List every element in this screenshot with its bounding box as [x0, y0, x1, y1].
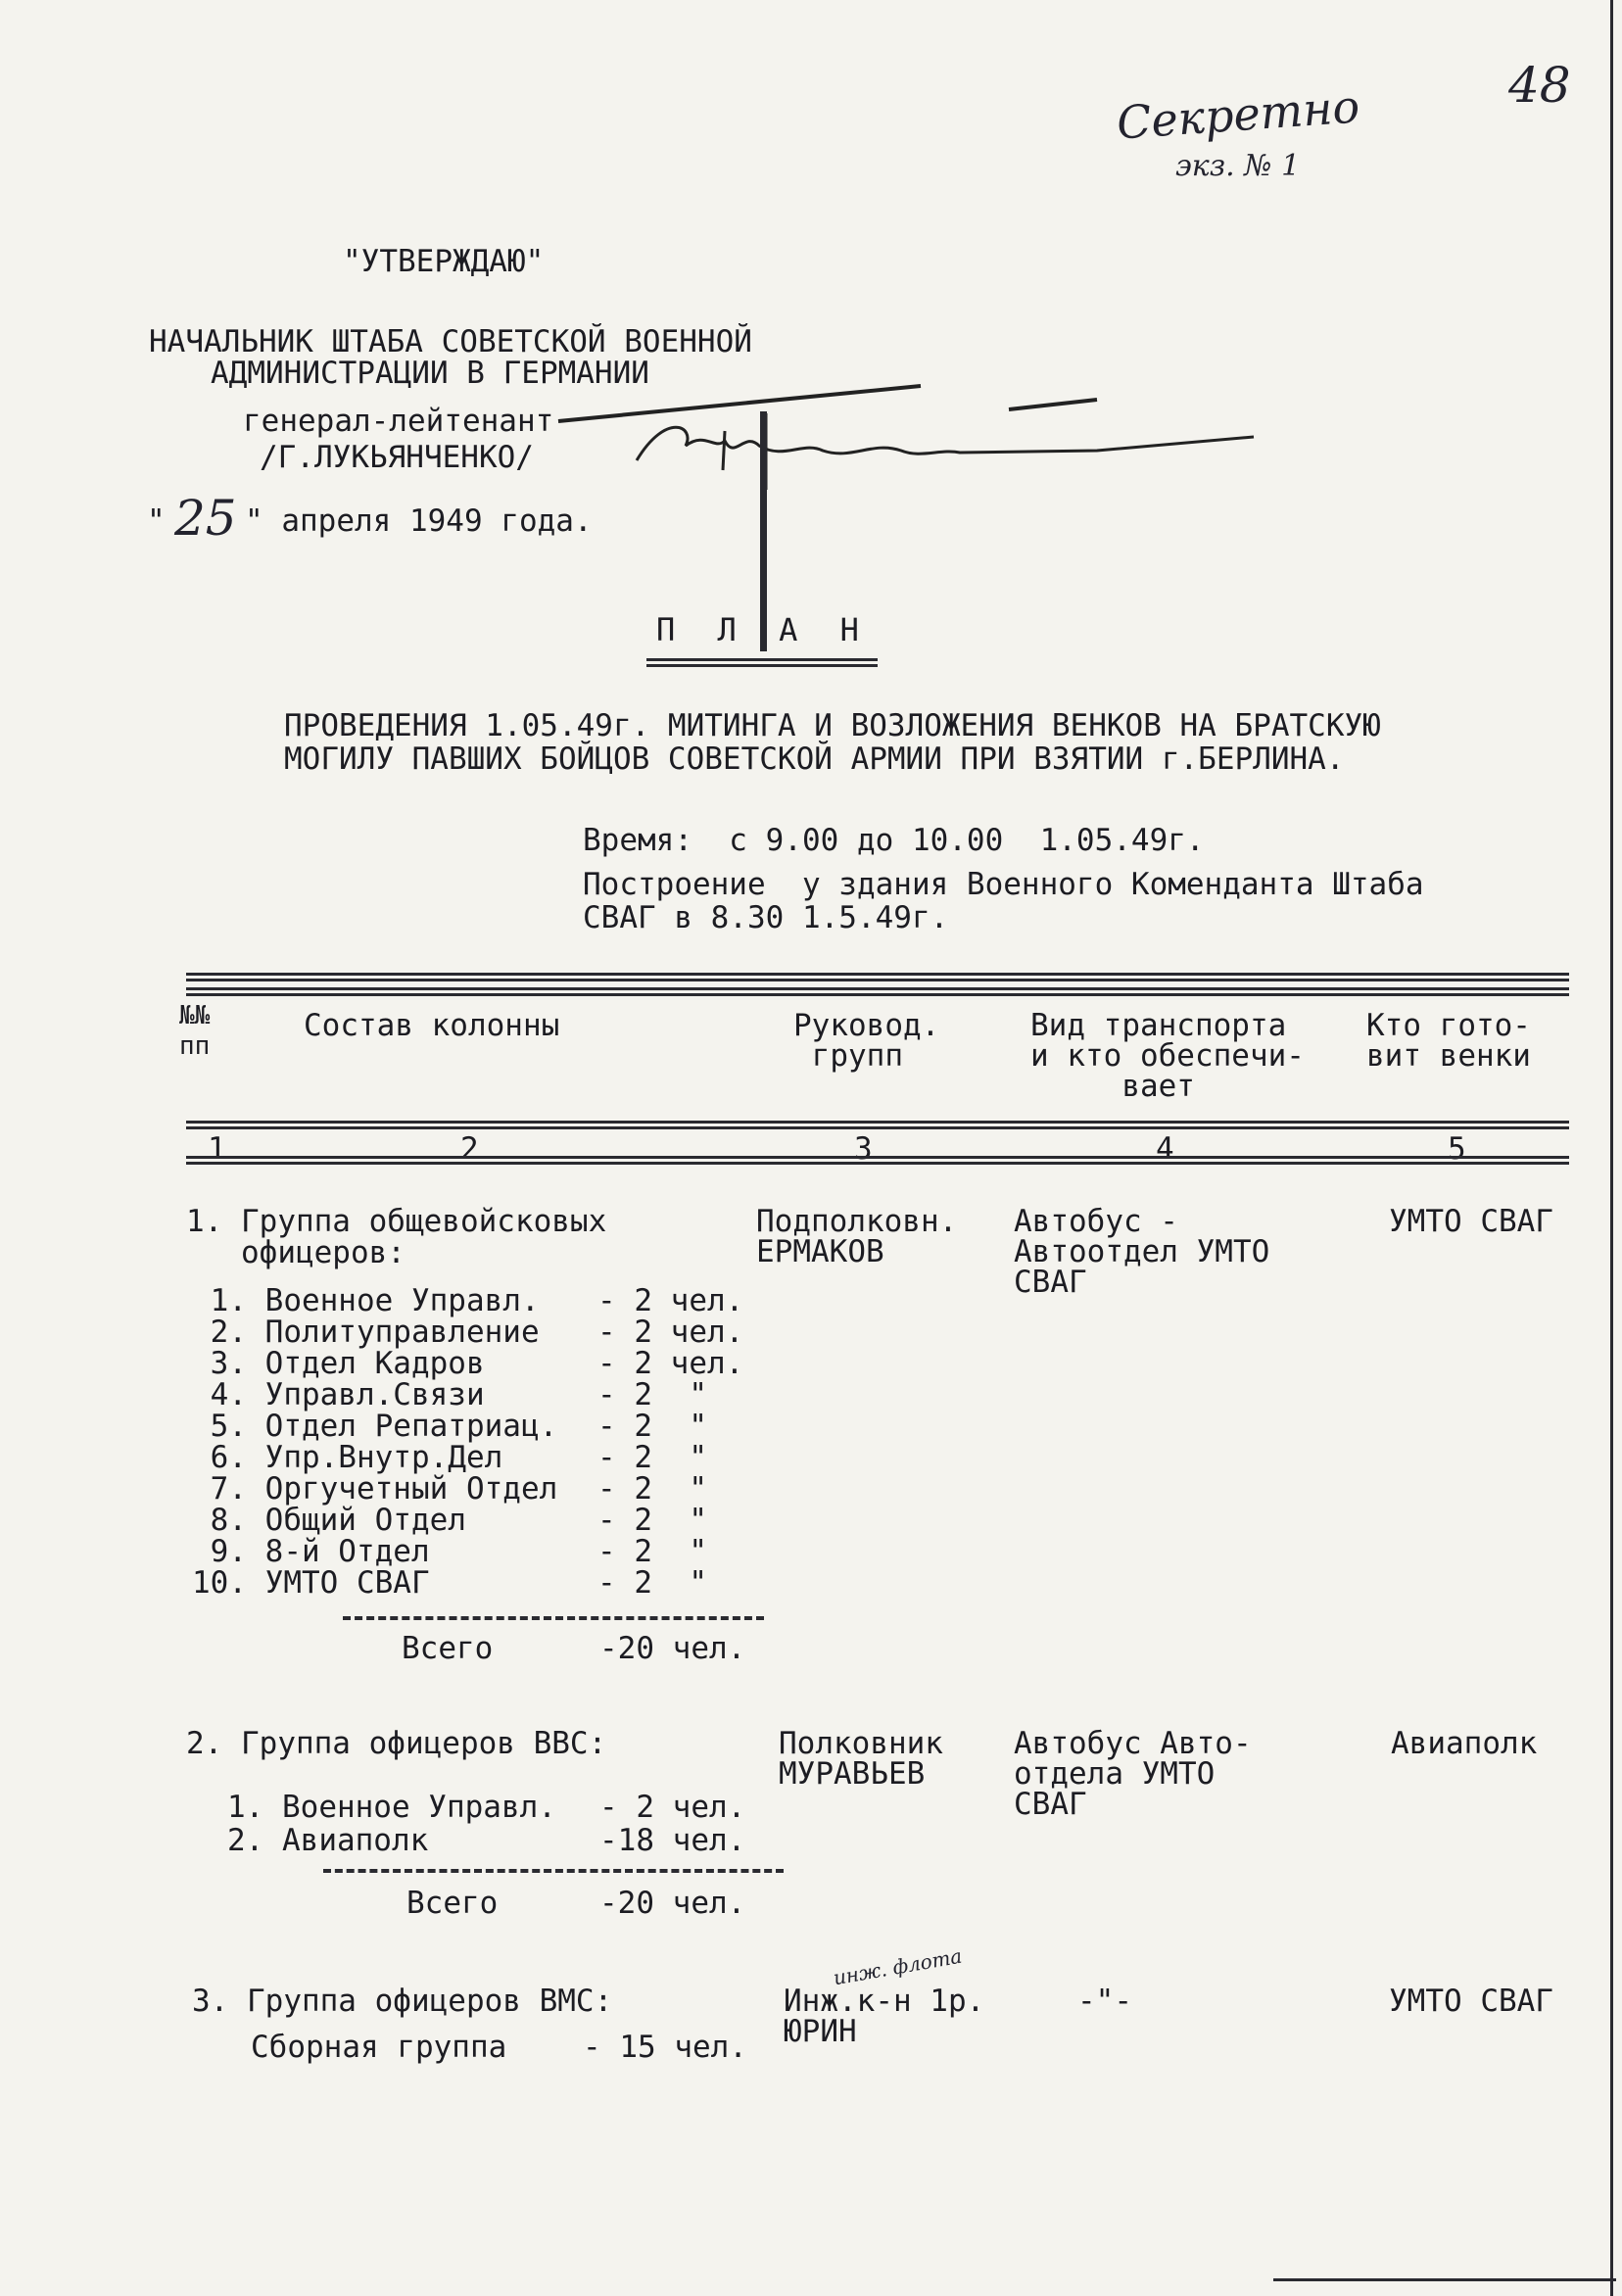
- group3-transport: -"-: [1077, 1984, 1132, 2019]
- plan-title: П Л А Н: [656, 611, 871, 648]
- group1-leader: Подполковн. ЕРМАКОВ: [756, 1204, 958, 1269]
- group2-total-label: Всего: [406, 1886, 499, 1921]
- group2-item-count: -18 чел.: [599, 1823, 746, 1858]
- column-number-1: 1: [208, 1131, 226, 1167]
- group1-item-name: 6. Упр.Внутр.Дел: [192, 1440, 503, 1475]
- group1-item-count: - 2 чел.: [597, 1283, 744, 1318]
- group2-leader: Полковник МУРАВЬЕВ: [779, 1726, 943, 1792]
- signature: [549, 372, 1273, 529]
- group3-leader: Инж.к-н 1р. ЮРИН: [784, 1984, 985, 2049]
- group2-wreaths: Авиаполк: [1391, 1726, 1538, 1761]
- group2-item-count: - 2 чел.: [599, 1790, 746, 1825]
- group3-title: 3. Группа офицеров ВМС:: [192, 1984, 613, 2019]
- header-wreaths: Кто гото- вит венки: [1366, 1008, 1531, 1074]
- column-number-4: 4: [1156, 1131, 1174, 1167]
- header-composition: Состав колонны: [304, 1008, 560, 1043]
- group1-item-name: 10. УМТО СВАГ: [192, 1565, 430, 1601]
- group1-item-count: - 2 ": [597, 1471, 707, 1507]
- header-leader: Руковод. групп: [793, 1008, 940, 1074]
- group1-item-name: 2. Политуправление: [192, 1315, 540, 1350]
- group2-title: 2. Группа офицеров ВВС:: [186, 1726, 607, 1761]
- group1-total-rule: [343, 1616, 764, 1620]
- column-number-2: 2: [460, 1131, 479, 1167]
- approval-name: /Г.ЛУКЬЯНЧЕНКО/: [260, 440, 534, 475]
- group3-wreaths: УМТО СВАГ: [1389, 1984, 1553, 2019]
- page-number: 48: [1508, 57, 1571, 114]
- group1-transport: Автобус - Автоотдел УМТО СВАГ: [1014, 1204, 1270, 1300]
- group1-title-2: офицеров:: [186, 1235, 406, 1270]
- page-bottom-edge: [1273, 2278, 1616, 2281]
- group1-item-count: - 2 чел.: [597, 1346, 744, 1381]
- group2-total-rule: [323, 1869, 784, 1873]
- group3-subgroup-count: - 15 чел.: [583, 2030, 747, 2065]
- column-number-5: 5: [1448, 1131, 1466, 1167]
- classification-stamp: Секретно: [1115, 79, 1361, 150]
- group2-item-name: 1. Военное Управл.: [227, 1790, 556, 1825]
- group1-item-name: 3. Отдел Кадров: [192, 1346, 485, 1381]
- column-numbers-rule: [186, 1156, 1569, 1165]
- group3-leader-note: инж. флота: [831, 1943, 964, 1990]
- group2-item-name: 2. Авиаполк: [227, 1823, 429, 1858]
- group2-transport: Автобус Авто- отдела УМТО СВАГ: [1014, 1726, 1252, 1822]
- approval-date-quote: ": [147, 503, 166, 539]
- header-bottom-rule: [186, 1121, 1569, 1129]
- plan-subtitle-line1: ПРОВЕДЕНИЯ 1.05.49г. МИТИНГА И ВОЗЛОЖЕНИЯ ВЕНКОВ НА БРАТСКУЮ: [284, 708, 1381, 743]
- table-top-rule: [186, 973, 1569, 981]
- group1-wreaths: УМТО СВАГ: [1389, 1204, 1553, 1239]
- header-transport: Вид транспорта и кто обеспечи- вает: [1030, 1008, 1305, 1104]
- group1-item-name: 9. 8-й Отдел: [192, 1534, 430, 1569]
- approval-position-line1: НАЧАЛЬНИК ШТАБА СОВЕТСКОЙ ВОЕННОЙ: [149, 324, 752, 359]
- group1-item-name: 8. Общий Отдел: [192, 1503, 466, 1538]
- group1-item-count: - 2 ": [597, 1565, 707, 1601]
- header-num: №№ пп: [179, 1001, 211, 1061]
- approval-rank: генерал-лейтенант: [243, 404, 554, 439]
- approval-date-rest: " апреля 1949 года.: [245, 503, 593, 539]
- group2-total-value: -20 чел.: [599, 1886, 746, 1921]
- group1-item-name: 5. Отдел Репатриац.: [192, 1409, 558, 1444]
- table-top-rule-2: [186, 987, 1569, 996]
- group1-total-value: -20 чел.: [599, 1631, 746, 1666]
- group1-item-count: - 2 ": [597, 1534, 707, 1569]
- plan-formation-line1: Построение у здания Военного Коменданта Штаба: [583, 867, 1424, 902]
- group1-item-count: - 2 ": [597, 1440, 707, 1475]
- group1-item-name: 7. Оргучетный Отдел: [192, 1471, 558, 1507]
- plan-formation-line2: СВАГ в 8.30 1.5.49г.: [583, 900, 949, 935]
- plan-subtitle-line2: МОГИЛУ ПАВШИХ БОЙЦОВ СОВЕТСКОЙ АРМИИ ПРИ ВЗЯТИИ г.БЕРЛИНА.: [284, 741, 1345, 777]
- group1-title: 1. Группа общевойсковых: [186, 1204, 607, 1239]
- group1-item-count: - 2 ": [597, 1409, 707, 1444]
- group3-subgroup: Сборная группа: [251, 2030, 507, 2065]
- page-right-edge: [1610, 0, 1613, 2296]
- approval-date-day: 25: [174, 490, 237, 547]
- group1-item-count: - 2 ": [597, 1503, 707, 1538]
- plan-time: Время: с 9.00 до 10.00 1.05.49г.: [583, 823, 1205, 858]
- copy-number: экз. № 1: [1175, 149, 1301, 183]
- column-number-3: 3: [854, 1131, 873, 1167]
- group1-item-name: 4. Управл.Связи: [192, 1377, 485, 1412]
- group1-total-label: Всего: [402, 1631, 494, 1666]
- plan-title-underline: [646, 658, 878, 667]
- approval-position-line2: АДМИНИСТРАЦИИ В ГЕРМАНИИ: [211, 356, 649, 391]
- approval-title: "УТВЕРЖДАЮ": [343, 244, 545, 279]
- group1-item-count: - 2 ": [597, 1377, 707, 1412]
- group1-item-name: 1. Военное Управл.: [192, 1283, 540, 1318]
- group1-item-count: - 2 чел.: [597, 1315, 744, 1350]
